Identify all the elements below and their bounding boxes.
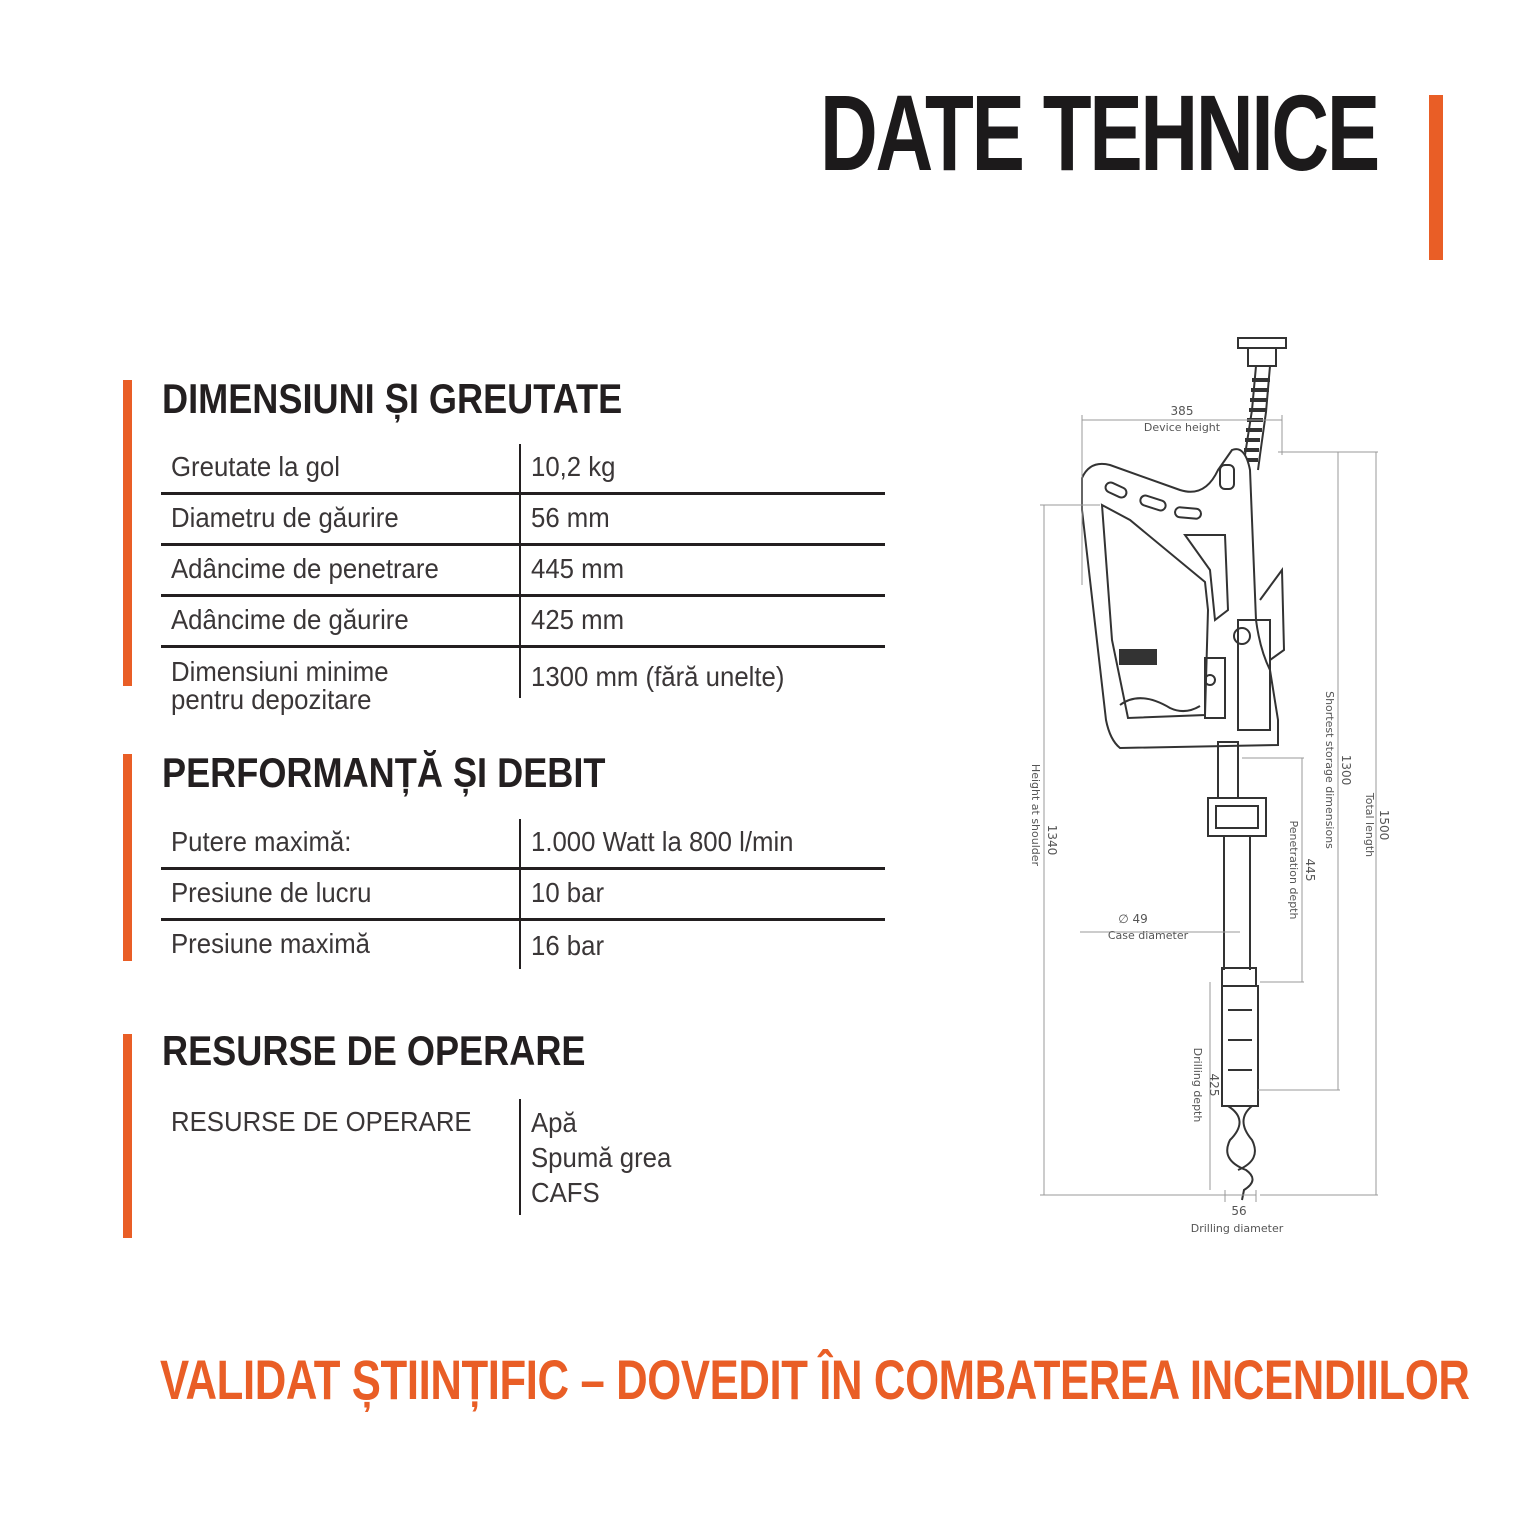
case-diameter-label: Case diameter bbox=[1107, 929, 1189, 942]
height-shoulder-value: 1340 bbox=[1045, 824, 1059, 856]
spec-label: Adâncime de găurire bbox=[171, 604, 409, 635]
spec-value: 445 mm bbox=[531, 553, 625, 584]
total-length-value: 1500 bbox=[1377, 809, 1391, 841]
device-height-value: 385 bbox=[1170, 404, 1194, 418]
resources-table bbox=[161, 1099, 885, 1215]
spec-label: Greutate la gol bbox=[171, 451, 340, 482]
spec-value: 425 mm bbox=[531, 604, 625, 635]
penetration-depth-label: Penetration depth bbox=[1287, 820, 1300, 920]
section-accent-bar bbox=[123, 1034, 132, 1238]
table-row bbox=[161, 648, 885, 715]
device-height-label: Device height bbox=[1143, 421, 1221, 434]
height-shoulder-label: Height at shoulder bbox=[1029, 763, 1042, 867]
spec-label: RESURSE DE OPERARE bbox=[171, 1106, 472, 1137]
table-row bbox=[161, 1099, 885, 1215]
section-accent-bar bbox=[123, 754, 132, 961]
storage-dimension-value: 1300 bbox=[1339, 754, 1353, 786]
table-row bbox=[161, 870, 885, 921]
spec-value: 10 bar bbox=[531, 877, 605, 908]
table-row bbox=[161, 597, 885, 648]
spec-label: Presiune de lucru bbox=[171, 877, 372, 908]
performance-table bbox=[161, 819, 885, 969]
storage-dimension-label: Shortest storage dimensions bbox=[1323, 691, 1336, 849]
spec-label: Adâncime de penetrare bbox=[171, 553, 439, 584]
total-length-label: Total length bbox=[1363, 792, 1376, 858]
dimensions-table bbox=[161, 444, 885, 715]
table-row bbox=[161, 495, 885, 546]
drilling-depth-label: Drilling depth bbox=[1191, 1047, 1204, 1123]
page-title: DATE TEHNICE bbox=[820, 72, 1378, 193]
table-row bbox=[161, 921, 885, 969]
spec-label: Presiune maximă bbox=[171, 928, 371, 959]
drilling-depth-value: 425 bbox=[1207, 1073, 1221, 1097]
title-accent-bar bbox=[1429, 95, 1443, 260]
spec-value: 56 mm bbox=[531, 502, 610, 533]
drilling-diameter-label: Drilling diameter bbox=[1190, 1222, 1284, 1235]
case-diameter-value: ∅ 49 bbox=[1118, 912, 1148, 926]
drilling-diameter-value: 56 bbox=[1231, 1204, 1247, 1218]
spec-value: Apă Spumă grea CAFS bbox=[531, 1107, 672, 1208]
spec-value: 16 bar bbox=[531, 930, 605, 961]
table-row bbox=[161, 444, 885, 495]
technical-drawing bbox=[1020, 320, 1420, 1250]
spec-label: Diametru de găurire bbox=[171, 502, 399, 533]
spec-value: 1300 mm (fără unelte) bbox=[531, 661, 785, 692]
penetration-depth-value: 445 bbox=[1303, 858, 1317, 882]
section-heading-dimensions: DIMENSIUNI ȘI GREUTATE bbox=[162, 375, 623, 422]
spec-label: Putere maximă: bbox=[171, 826, 352, 857]
spec-value: 10,2 kg bbox=[531, 451, 616, 482]
section-accent-bar bbox=[123, 380, 132, 686]
slogan: VALIDAT ȘTIINȚIFIC – DOVEDIT ÎN COMBATEREA INCENDIILOR bbox=[160, 1348, 1470, 1411]
section-heading-resources: RESURSE DE OPERARE bbox=[162, 1027, 586, 1074]
table-row bbox=[161, 546, 885, 597]
spec-label: Dimensiuni minime pentru depozitare bbox=[171, 656, 389, 715]
device-outline bbox=[1082, 338, 1286, 1200]
table-row bbox=[161, 819, 885, 870]
section-heading-performance: PERFORMANȚĂ ȘI DEBIT bbox=[162, 749, 606, 796]
spec-value: 1.000 Watt la 800 l/min bbox=[531, 826, 794, 857]
